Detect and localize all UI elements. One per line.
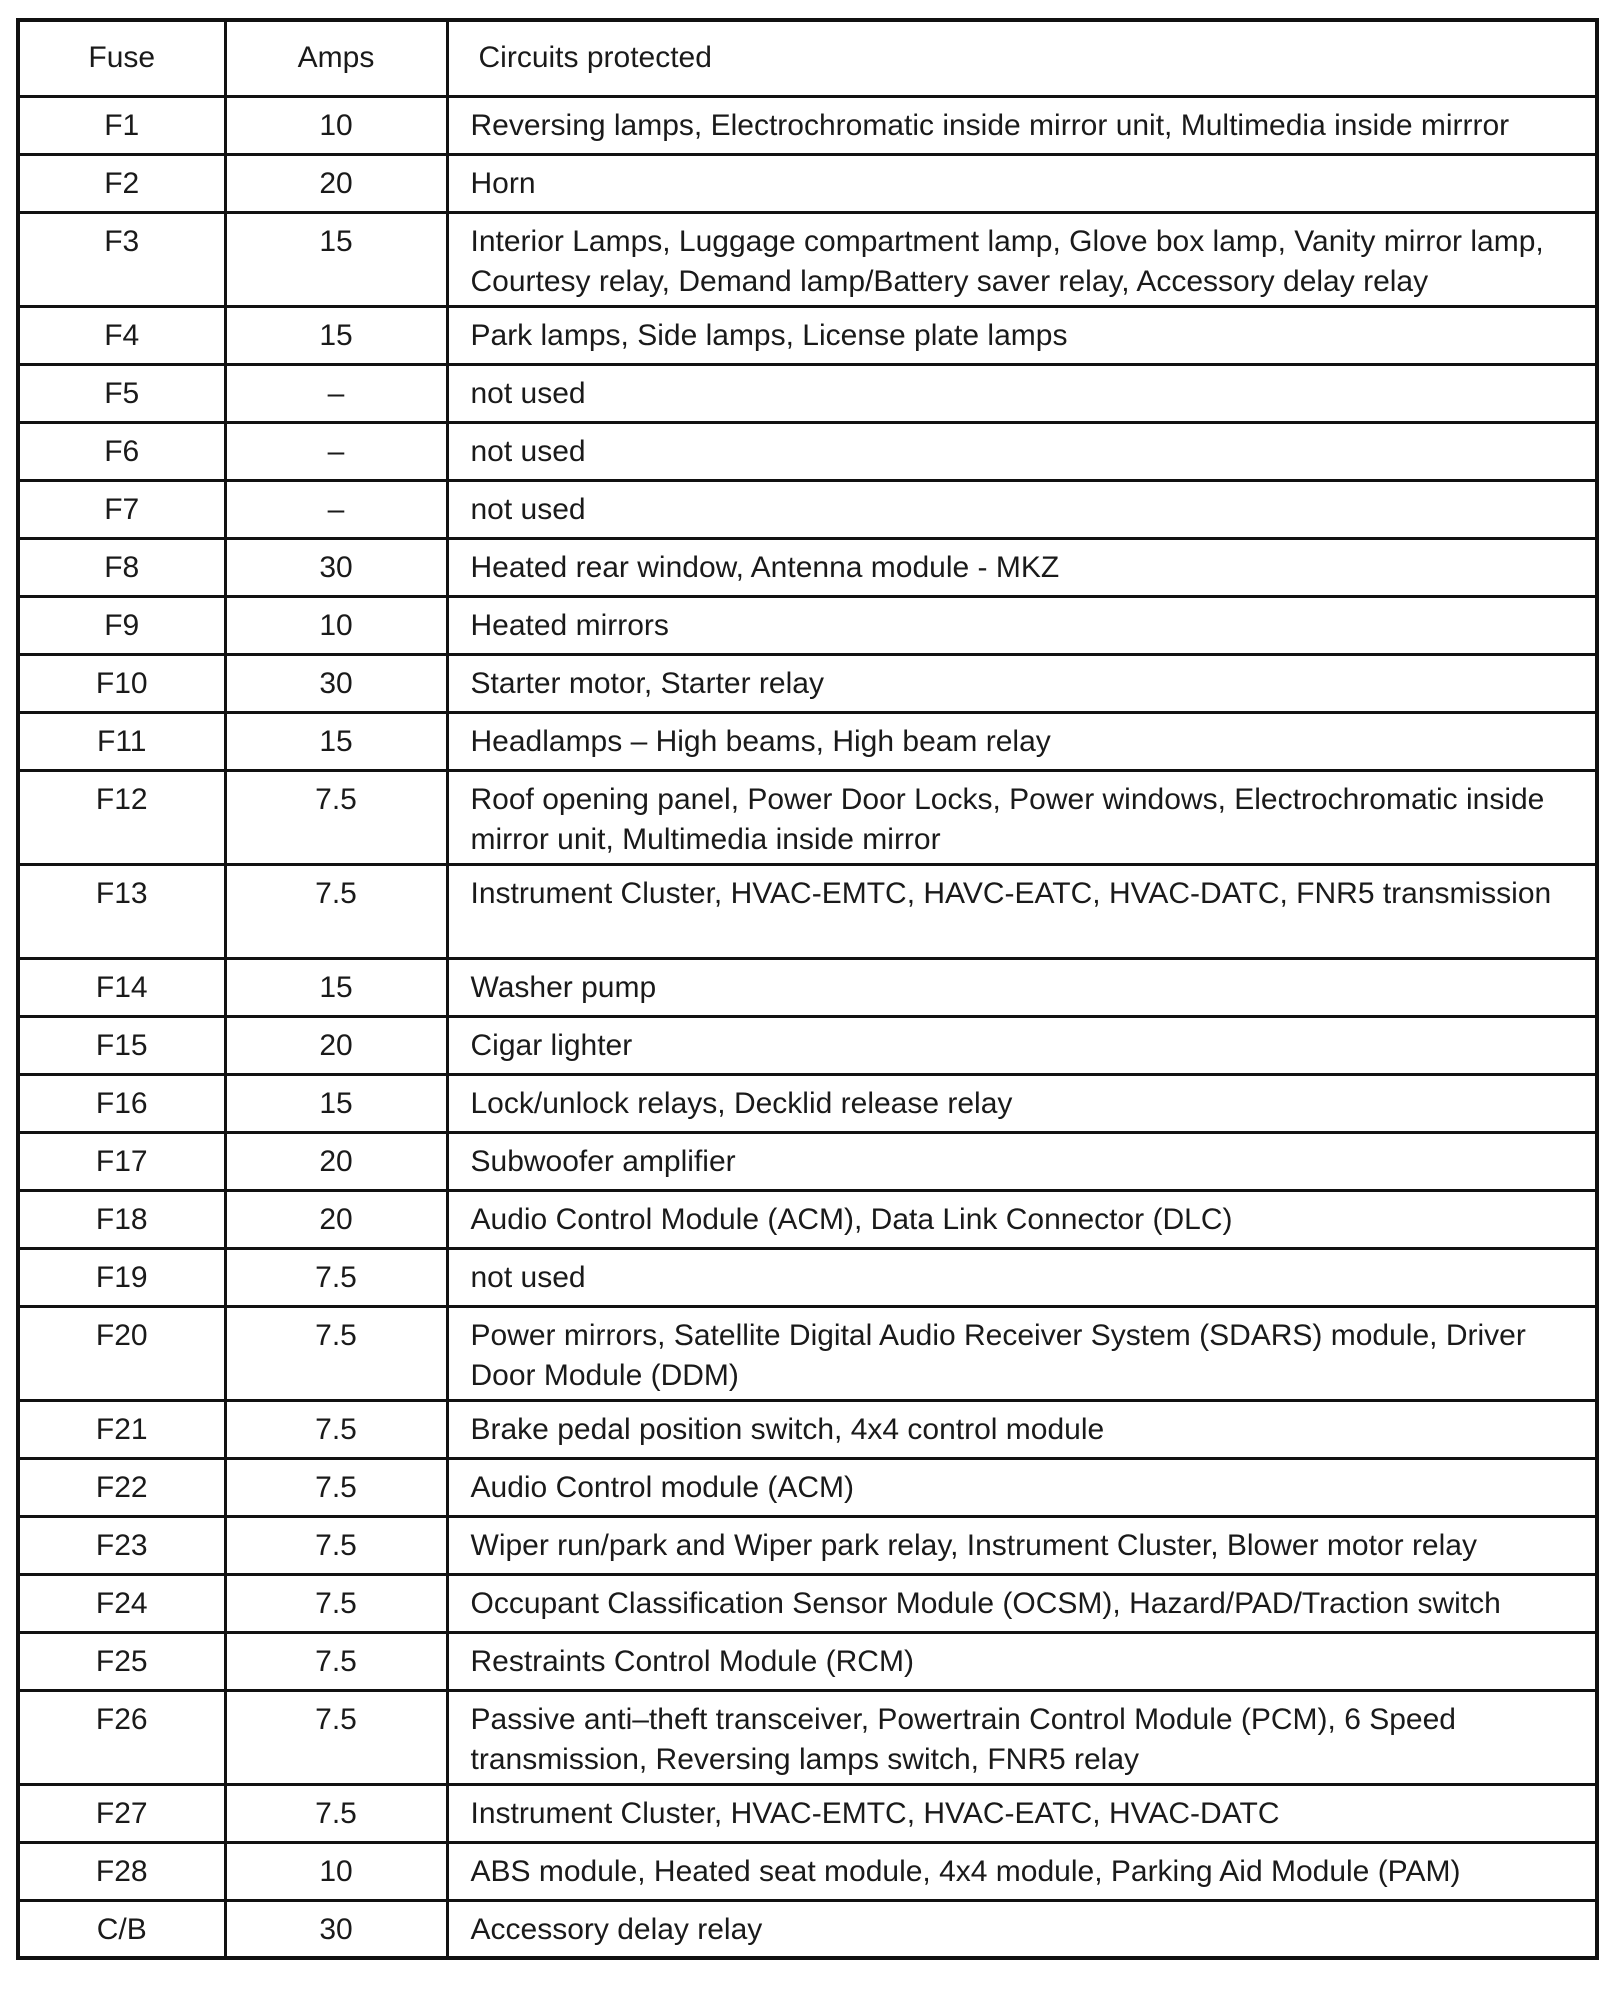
amps-cell: 30 — [225, 654, 447, 712]
circuits-cell: Interior Lamps, Luggage compartment lamp, Glove box lamp, Vanity mirror lamp, Courtesy relay, Demand lamp/Battery saver relay, Accessory delay relay — [447, 212, 1597, 306]
circuits-cell: Reversing lamps, Electrochromatic inside mirror unit, Multimedia inside mirrror — [447, 96, 1597, 154]
circuits-cell: not used — [447, 480, 1597, 538]
fuse-cell: F6 — [18, 422, 225, 480]
circuits-cell: Heated rear window, Antenna module - MKZ — [447, 538, 1597, 596]
amps-cell: 20 — [225, 1190, 447, 1248]
table-row — [18, 654, 1597, 712]
header-amps: Amps — [225, 20, 447, 96]
circuits-cell: Roof opening panel, Power Door Locks, Power windows, Electrochromatic inside mirror unit, Multimedia inside mirror — [447, 770, 1597, 864]
fuse-cell: F25 — [18, 1632, 225, 1690]
fuse-cell: F8 — [18, 538, 225, 596]
table-row — [18, 1574, 1597, 1632]
table-row — [18, 770, 1597, 864]
header-circuits: Circuits protected — [447, 20, 1597, 96]
fuse-cell: F13 — [18, 864, 225, 958]
circuits-cell: Audio Control Module (ACM), Data Link Connector (DLC) — [447, 1190, 1597, 1248]
amps-cell: 15 — [225, 306, 447, 364]
circuits-cell: Headlamps – High beams, High beam relay — [447, 712, 1597, 770]
amps-cell: 7.5 — [225, 1632, 447, 1690]
amps-cell: 10 — [225, 1842, 447, 1900]
amps-cell: 7.5 — [225, 1248, 447, 1306]
fuse-cell: F24 — [18, 1574, 225, 1632]
circuits-cell: Cigar lighter — [447, 1016, 1597, 1074]
circuits-cell: not used — [447, 1248, 1597, 1306]
amps-cell: 30 — [225, 1900, 447, 1958]
table-row — [18, 96, 1597, 154]
amps-cell: 10 — [225, 596, 447, 654]
fuse-cell: F4 — [18, 306, 225, 364]
fuse-cell: F2 — [18, 154, 225, 212]
circuits-cell: not used — [447, 364, 1597, 422]
fuse-cell: F15 — [18, 1016, 225, 1074]
amps-cell: 15 — [225, 1074, 447, 1132]
amps-cell: 7.5 — [225, 1690, 447, 1784]
amps-cell: 15 — [225, 712, 447, 770]
fuse-cell: F28 — [18, 1842, 225, 1900]
circuits-cell: Starter motor, Starter relay — [447, 654, 1597, 712]
fuse-cell: F12 — [18, 770, 225, 864]
amps-cell: 15 — [225, 958, 447, 1016]
amps-cell: 20 — [225, 154, 447, 212]
amps-cell: – — [225, 422, 447, 480]
circuits-cell: ABS module, Heated seat module, 4x4 module, Parking Aid Module (PAM) — [447, 1842, 1597, 1900]
fuse-table — [16, 18, 1599, 1960]
circuits-cell: Occupant Classification Sensor Module (OCSM), Hazard/PAD/Traction switch — [447, 1574, 1597, 1632]
amps-cell: 10 — [225, 96, 447, 154]
amps-cell: 30 — [225, 538, 447, 596]
circuits-cell: Accessory delay relay — [447, 1900, 1597, 1958]
table-row — [18, 538, 1597, 596]
circuits-cell: Brake pedal position switch, 4x4 control module — [447, 1400, 1597, 1458]
amps-cell: 7.5 — [225, 1574, 447, 1632]
circuits-cell: Washer pump — [447, 958, 1597, 1016]
table-row — [18, 422, 1597, 480]
fuse-cell: F23 — [18, 1516, 225, 1574]
table-row — [18, 1190, 1597, 1248]
circuits-cell: Heated mirrors — [447, 596, 1597, 654]
table-row — [18, 480, 1597, 538]
table-row — [18, 1516, 1597, 1574]
circuits-cell: Instrument Cluster, HVAC-EMTC, HVAC-EATC, HVAC-DATC — [447, 1784, 1597, 1842]
table-row — [18, 1632, 1597, 1690]
amps-cell: 20 — [225, 1016, 447, 1074]
circuits-cell: Horn — [447, 154, 1597, 212]
fuse-cell: F26 — [18, 1690, 225, 1784]
header-fuse: Fuse — [18, 20, 225, 96]
table-header — [18, 20, 1597, 96]
circuits-cell: Instrument Cluster, HVAC-EMTC, HAVC-EATC, HVAC-DATC, FNR5 transmission — [447, 864, 1597, 958]
table-row — [18, 306, 1597, 364]
amps-cell: 15 — [225, 212, 447, 306]
table-body — [18, 96, 1597, 1958]
header-row — [18, 20, 1597, 96]
fuse-cell: F19 — [18, 1248, 225, 1306]
amps-cell: 7.5 — [225, 1400, 447, 1458]
fuse-cell: F1 — [18, 96, 225, 154]
fuse-cell: F5 — [18, 364, 225, 422]
table-row — [18, 1132, 1597, 1190]
circuits-cell: Subwoofer amplifier — [447, 1132, 1597, 1190]
table-row — [18, 1248, 1597, 1306]
circuits-cell: Park lamps, Side lamps, License plate lamps — [447, 306, 1597, 364]
table-row — [18, 1458, 1597, 1516]
fuse-cell: F17 — [18, 1132, 225, 1190]
table-row — [18, 1784, 1597, 1842]
fuse-cell: F21 — [18, 1400, 225, 1458]
fuse-cell: F10 — [18, 654, 225, 712]
fuse-cell: F7 — [18, 480, 225, 538]
fuse-cell: F3 — [18, 212, 225, 306]
table-row — [18, 364, 1597, 422]
table-row — [18, 596, 1597, 654]
fuse-cell: F11 — [18, 712, 225, 770]
table-row — [18, 1400, 1597, 1458]
amps-cell: 7.5 — [225, 864, 447, 958]
table-row — [18, 154, 1597, 212]
circuits-cell: Passive anti–theft transceiver, Powertrain Control Module (PCM), 6 Speed transmission, Reversing lamps switch, FNR5 relay — [447, 1690, 1597, 1784]
amps-cell: 7.5 — [225, 770, 447, 864]
circuits-cell: Audio Control module (ACM) — [447, 1458, 1597, 1516]
amps-cell: – — [225, 480, 447, 538]
fuse-cell: F9 — [18, 596, 225, 654]
amps-cell: 7.5 — [225, 1458, 447, 1516]
circuits-cell: Restraints Control Module (RCM) — [447, 1632, 1597, 1690]
fuse-cell: F27 — [18, 1784, 225, 1842]
table-row — [18, 958, 1597, 1016]
amps-cell: 20 — [225, 1132, 447, 1190]
table-row — [18, 864, 1597, 958]
table-row — [18, 1900, 1597, 1958]
table-row — [18, 712, 1597, 770]
table-row — [18, 1690, 1597, 1784]
amps-cell: – — [225, 364, 447, 422]
fuse-cell: F16 — [18, 1074, 225, 1132]
circuits-cell: Lock/unlock relays, Decklid release relay — [447, 1074, 1597, 1132]
circuits-cell: not used — [447, 422, 1597, 480]
fuse-cell: F18 — [18, 1190, 225, 1248]
amps-cell: 7.5 — [225, 1516, 447, 1574]
fuse-cell: F22 — [18, 1458, 225, 1516]
fuse-cell: C/B — [18, 1900, 225, 1958]
table-row — [18, 1306, 1597, 1400]
table-row — [18, 212, 1597, 306]
amps-cell: 7.5 — [225, 1784, 447, 1842]
circuits-cell: Wiper run/park and Wiper park relay, Instrument Cluster, Blower motor relay — [447, 1516, 1597, 1574]
circuits-cell: Power mirrors, Satellite Digital Audio Receiver System (SDARS) module, Driver Door Module (DDM) — [447, 1306, 1597, 1400]
table-row — [18, 1016, 1597, 1074]
fuse-cell: F14 — [18, 958, 225, 1016]
table-row — [18, 1842, 1597, 1900]
amps-cell: 7.5 — [225, 1306, 447, 1400]
table-row — [18, 1074, 1597, 1132]
fuse-cell: F20 — [18, 1306, 225, 1400]
